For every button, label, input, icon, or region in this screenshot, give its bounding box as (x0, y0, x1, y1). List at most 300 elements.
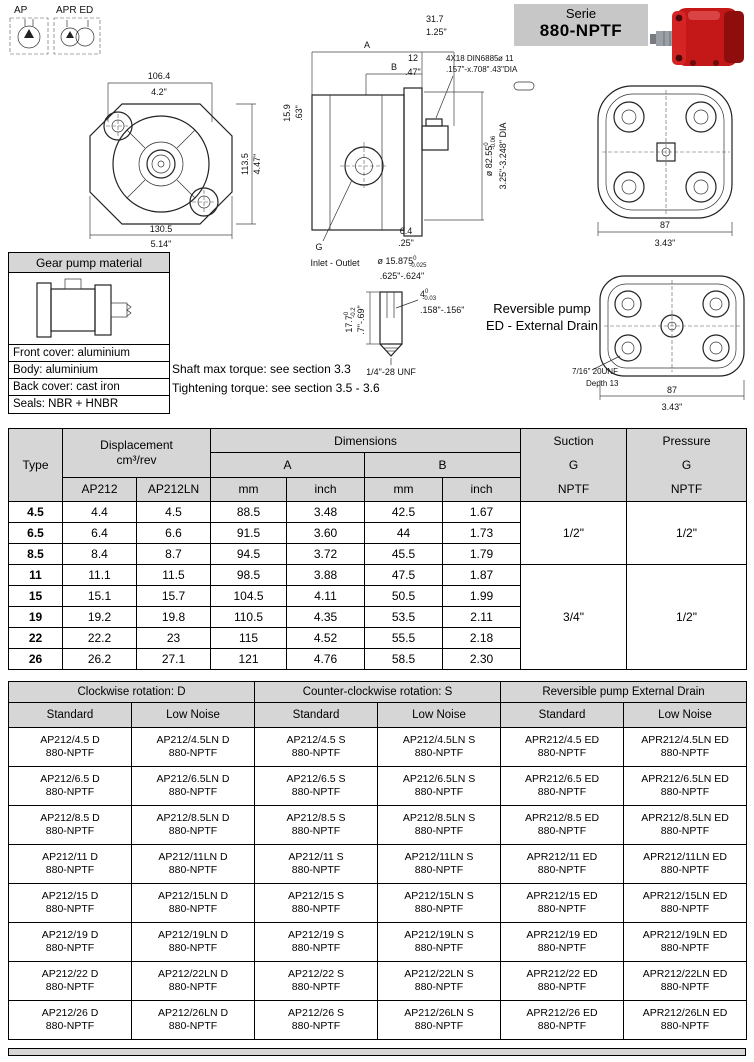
spec-cell: 23 (137, 628, 211, 649)
spec-cell: 47.5 (365, 565, 443, 586)
model-cell (132, 767, 255, 806)
back-view-drawing (582, 70, 752, 265)
model-row (9, 884, 747, 923)
hydraulic-symbols (6, 2, 106, 60)
spec-cell: 3.72 (287, 544, 365, 565)
spec-header-pressure (627, 429, 747, 502)
model-cell (132, 962, 255, 1001)
model-code: AP212/6.5LN D (156, 773, 230, 785)
model-suffix: 880-NPTF (537, 747, 587, 759)
material-row: Seals: NBR + HNBR (13, 398, 119, 410)
model-code: AP212/8.5LN S (402, 812, 476, 824)
serie-label: Serie (565, 6, 597, 21)
spec-cell: 1.79 (443, 544, 521, 565)
material-box (8, 252, 170, 414)
model-suffix: 880-NPTF (45, 864, 95, 876)
material-row: Body: aluminium (9, 362, 169, 379)
material-box-title: Gear pump material (9, 253, 169, 273)
model-suffix: 880-NPTF (291, 786, 341, 798)
model-suffix: 880-NPTF (414, 942, 464, 954)
model-cell (255, 923, 378, 962)
reversible-line1: Reversible pump (493, 301, 591, 316)
front-height-in: 4.47" (252, 153, 262, 175)
model-code: AP212/11 D (42, 851, 98, 863)
spec-cell: 110.5 (211, 607, 287, 628)
dim-b-label: B (390, 62, 398, 72)
shaft-dia-in: .43"DIA (490, 65, 518, 74)
dim-317-in: 1.25" (426, 27, 447, 37)
model-row (9, 806, 747, 845)
model-cell (9, 962, 132, 1001)
model-code: AP212/26LN S (404, 1007, 474, 1019)
front-height-mm: 113.5 (240, 153, 250, 175)
model-cell (378, 806, 501, 845)
model-suffix: 880-NPTF (45, 786, 95, 798)
model-suffix: 880-NPTF (414, 981, 464, 993)
key-spec-in: .157"-x.708" (446, 65, 490, 74)
reversible-width-mm: 87 (666, 385, 678, 395)
model-code-table (8, 681, 747, 1040)
model-code: AP212/4.5LN D (156, 734, 230, 746)
drain-depth: Depth 13 (586, 379, 619, 388)
model-code: AP212/4.5 S (286, 734, 346, 746)
model-row (9, 923, 747, 962)
material-row: Back cover: cast iron (9, 379, 169, 396)
model-code: AP212/15LN S (404, 890, 474, 902)
spec-cell: 15.7 (137, 586, 211, 607)
model-cell (501, 728, 624, 767)
shaft-dia-mm: ø 15.875$^0$ -0.025 (377, 256, 427, 269)
model-suffix: 880-NPTF (45, 942, 95, 954)
model-suffix: 880-NPTF (291, 1020, 341, 1032)
model-group-header-row (9, 682, 747, 703)
model-code: AP212/19LN D (157, 929, 229, 941)
model-suffix: 880-NPTF (414, 786, 464, 798)
model-row (9, 767, 747, 806)
model-suffix: 880-NPTF (45, 747, 95, 759)
model-suffix: 880-NPTF (45, 1020, 95, 1032)
model-cell (501, 884, 624, 923)
model-cell (624, 1001, 747, 1040)
model-suffix: 880-NPTF (168, 747, 218, 759)
model-code: APR212/15 ED (526, 890, 598, 902)
spec-row (9, 565, 747, 586)
spec-pressure-small: 1/2" (627, 502, 747, 565)
spec-header-b-mm: mm (365, 477, 443, 501)
group-reversible: Reversible pump External Drain (501, 682, 747, 703)
model-cell (9, 845, 132, 884)
model-cell (9, 884, 132, 923)
model-cell (624, 923, 747, 962)
spec-cell: 94.5 (211, 544, 287, 565)
spec-type: 19 (9, 607, 63, 628)
model-cell (132, 845, 255, 884)
model-suffix: 880-NPTF (168, 903, 218, 915)
material-box-figure (9, 273, 169, 345)
model-cell (255, 1001, 378, 1040)
model-row (9, 962, 747, 1001)
group-counter-clockwise: Counter-clockwise rotation: S (255, 682, 501, 703)
model-suffix: 880-NPTF (537, 864, 587, 876)
spec-cell: 4.76 (287, 649, 365, 670)
spec-pressure-large: 1/2" (627, 565, 747, 670)
spec-type: 8.5 (9, 544, 63, 565)
spec-cell: 26.2 (63, 649, 137, 670)
model-cell (378, 728, 501, 767)
spec-header-a-inch: inch (287, 477, 365, 501)
spec-cell: 11.1 (63, 565, 137, 586)
spec-cell: 19.2 (63, 607, 137, 628)
dim-159-mm: 15.9 (282, 104, 292, 122)
model-code: APR212/22 ED (526, 968, 598, 980)
model-cell (501, 923, 624, 962)
model-suffix: 880-NPTF (291, 903, 341, 915)
spec-cell: 42.5 (365, 502, 443, 523)
model-cell (132, 1001, 255, 1040)
serie-value: 880-NPTF (539, 21, 623, 40)
spec-type: 11 (9, 565, 63, 586)
model-suffix: 880-NPTF (291, 825, 341, 837)
side-body (312, 95, 404, 230)
dim-12-mm: 12 (408, 53, 419, 63)
spec-cell: 8.4 (63, 544, 137, 565)
model-cell (378, 884, 501, 923)
note-shaft-torque: Shaft max torque: see section 3.3 (172, 362, 351, 376)
spec-cell: 4.11 (287, 586, 365, 607)
pump-profile-drawing (9, 273, 169, 345)
spec-cell: 55.5 (365, 628, 443, 649)
model-suffix: 880-NPTF (45, 825, 95, 837)
model-code: AP212/8.5 S (286, 812, 346, 824)
apr-ed-symbol-label: APR ED (56, 5, 94, 16)
spec-cell: 53.5 (365, 607, 443, 628)
reversible-width-in: 3.43" (661, 402, 683, 412)
dim-a-label: A (363, 40, 371, 50)
model-suffix: 880-NPTF (168, 981, 218, 993)
model-code: APR212/19 ED (526, 929, 598, 941)
spec-cell: 50.5 (365, 586, 443, 607)
spec-cell: 115 (211, 628, 287, 649)
torque-notes (172, 360, 380, 398)
model-suffix: 880-NPTF (660, 1020, 710, 1032)
shaft-len-mm: 17.7$^0$-0.2 (344, 307, 357, 333)
ap-symbol-label: AP (14, 5, 28, 16)
spec-cell: 15.1 (63, 586, 137, 607)
side-shaft (422, 126, 448, 150)
model-suffix: 880-NPTF (168, 1020, 218, 1032)
model-suffix: 880-NPTF (537, 942, 587, 954)
spec-cell: 3.60 (287, 523, 365, 544)
model-code: AP212/22 S (287, 968, 345, 980)
displacement-line2: cm³/rev (116, 452, 157, 467)
model-code: APR212/19LN ED (642, 929, 728, 941)
model-code: AP212/15 S (287, 890, 345, 902)
note-tightening-torque: Tightening torque: see section 3.5 - 3.6 (172, 381, 380, 395)
model-cell (624, 767, 747, 806)
dim-64-in: .25" (398, 238, 414, 248)
model-code: AP212/19 D (41, 929, 99, 941)
model-suffix: 880-NPTF (45, 903, 95, 915)
model-code: AP212/11LN S (404, 851, 474, 863)
spec-cell: 98.5 (211, 565, 287, 586)
model-suffix: 880-NPTF (660, 825, 710, 837)
spec-suction-large: 3/4" (521, 565, 627, 670)
reversible-back-view-drawing (558, 262, 750, 420)
model-cell (501, 962, 624, 1001)
spec-cell: 6.6 (137, 523, 211, 544)
model-cell (255, 728, 378, 767)
model-row (9, 728, 747, 767)
spec-header-dimensions: Dimensions (211, 429, 521, 453)
model-cell (255, 845, 378, 884)
suction-nptf: NPTF (557, 482, 590, 496)
spec-type: 26 (9, 649, 63, 670)
model-suffix: 880-NPTF (45, 981, 95, 993)
spec-cell: 6.4 (63, 523, 137, 544)
model-code: AP212/22LN D (157, 968, 229, 980)
model-sub-header-row (9, 703, 747, 728)
model-code: APR212/26 ED (526, 1007, 598, 1019)
model-suffix: 880-NPTF (414, 864, 464, 876)
dim-12-in: .47" (405, 67, 421, 77)
model-cell (9, 728, 132, 767)
model-suffix: 880-NPTF (291, 864, 341, 876)
dim-159-in: .63" (294, 105, 304, 121)
back-width-mm: 87 (659, 220, 671, 230)
model-code: APR212/6.5 ED (524, 773, 600, 785)
model-suffix: 880-NPTF (414, 747, 464, 759)
model-code: APR212/6.5LN ED (641, 773, 729, 785)
model-code: AP212/6.5LN S (402, 773, 476, 785)
group-clockwise: Clockwise rotation: D (9, 682, 255, 703)
pressure-nptf: NPTF (670, 482, 703, 496)
model-cell (378, 767, 501, 806)
model-code: AP212/4.5LN S (402, 734, 476, 746)
key-spec: 4X18 DIN6885 (446, 54, 499, 63)
model-code: AP212/22LN S (404, 968, 474, 980)
front-base-mm: 130.5 (149, 224, 173, 234)
spec-cell: 3.88 (287, 565, 365, 586)
spec-table (8, 428, 747, 670)
spec-cell: 1.73 (443, 523, 521, 544)
model-cell (624, 728, 747, 767)
model-code: APR212/22LN ED (642, 968, 728, 980)
model-suffix: 880-NPTF (660, 942, 710, 954)
dim-317-mm: 31.7 (426, 14, 444, 24)
model-code: AP212/11LN D (158, 851, 228, 863)
spec-cell: 3.48 (287, 502, 365, 523)
side-flange (404, 88, 422, 236)
model-suffix: 880-NPTF (168, 864, 218, 876)
subheader-standard: Standard (501, 703, 624, 728)
suction-g: G (568, 458, 579, 472)
model-suffix: 880-NPTF (537, 981, 587, 993)
model-code: AP212/6.5 S (286, 773, 346, 785)
dim-64-mm: 6.4 (399, 226, 413, 236)
displacement-line1: Displacement (100, 437, 173, 452)
model-cell (9, 923, 132, 962)
spec-cell: 2.11 (443, 607, 521, 628)
model-suffix: 880-NPTF (414, 903, 464, 915)
shaft-len-in: .7"-.69" (356, 305, 366, 335)
spec-cell: 91.5 (211, 523, 287, 544)
model-cell (378, 845, 501, 884)
spec-header-suction (521, 429, 627, 502)
model-cell (378, 1001, 501, 1040)
subheader-low-noise: Low Noise (624, 703, 747, 728)
model-suffix: 880-NPTF (291, 942, 341, 954)
model-cell (624, 806, 747, 845)
model-cell (624, 845, 747, 884)
spec-header-type: Type (9, 429, 63, 502)
model-code: APR212/11 ED (526, 851, 598, 863)
model-cell (378, 962, 501, 1001)
front-base-in: 5.14" (150, 239, 172, 249)
spec-type: 6.5 (9, 523, 63, 544)
model-suffix: 880-NPTF (291, 981, 341, 993)
model-suffix: 880-NPTF (660, 903, 710, 915)
spec-cell: 104.5 (211, 586, 287, 607)
drain-thread: 7/16" 20UNF (572, 367, 618, 376)
model-suffix: 880-NPTF (660, 864, 710, 876)
model-code: AP212/26LN D (157, 1007, 229, 1019)
model-code: APR212/4.5LN ED (641, 734, 729, 746)
suction-label: Suction (553, 434, 594, 448)
spec-cell: 2.30 (443, 649, 521, 670)
front-width-mm: 106.4 (147, 71, 171, 81)
model-suffix: 880-NPTF (537, 903, 587, 915)
side-view-drawing (278, 8, 568, 280)
spec-cell: 4.4 (63, 502, 137, 523)
model-code: AP212/26 D (41, 1007, 99, 1019)
model-suffix: 880-NPTF (660, 981, 710, 993)
model-code: APR212/8.5 ED (524, 812, 600, 824)
spec-header-displacement (63, 429, 211, 478)
spec-cell: 19.8 (137, 607, 211, 628)
model-code: AP212/19 S (287, 929, 345, 941)
model-code: AP212/4.5 D (40, 734, 100, 746)
key-width-mm: $4^0$ -0.03 (420, 289, 437, 302)
shaft-dia: ø 11 (498, 54, 514, 63)
front-body-outline (90, 104, 232, 224)
key-icon (514, 82, 534, 90)
spec-cell: 8.7 (137, 544, 211, 565)
spec-header-ap212ln: AP212LN (137, 477, 211, 501)
model-cell (255, 767, 378, 806)
back-width-in: 3.43" (654, 238, 676, 248)
spec-cell: 1.67 (443, 502, 521, 523)
subheader-low-noise: Low Noise (378, 703, 501, 728)
model-cell (132, 923, 255, 962)
model-code: AP212/19LN S (404, 929, 474, 941)
spec-type: 4.5 (9, 502, 63, 523)
model-code: AP212/15 D (41, 890, 99, 902)
spec-header-row1 (9, 429, 747, 453)
front-view-drawing (60, 70, 265, 252)
model-code: APR212/15LN ED (642, 890, 728, 902)
model-cell (624, 884, 747, 923)
shaft-cylinder (380, 292, 402, 344)
model-suffix: 880-NPTF (660, 747, 710, 759)
model-cell (255, 806, 378, 845)
model-suffix: 880-NPTF (414, 825, 464, 837)
pump-photo (648, 2, 752, 74)
model-suffix: 880-NPTF (168, 825, 218, 837)
model-code: APR212/26LN ED (642, 1007, 728, 1019)
subheader-low-noise: Low Noise (132, 703, 255, 728)
model-code: AP212/6.5 D (40, 773, 100, 785)
port-g-label: G (315, 242, 323, 252)
spec-row (9, 502, 747, 523)
model-cell (132, 728, 255, 767)
model-cell (501, 1001, 624, 1040)
front-width-in: 4.2" (151, 87, 167, 97)
model-cell (501, 806, 624, 845)
spec-cell: 4.35 (287, 607, 365, 628)
spec-header-b: B (365, 453, 521, 477)
model-cell (501, 767, 624, 806)
model-suffix: 880-NPTF (414, 1020, 464, 1032)
subheader-standard: Standard (9, 703, 132, 728)
model-cell (501, 845, 624, 884)
model-suffix: 880-NPTF (660, 786, 710, 798)
model-code: AP212/26 S (287, 1007, 345, 1019)
model-suffix: 880-NPTF (537, 1020, 587, 1032)
shaft-thread: 1/4"-28 UNF (366, 367, 416, 377)
model-code: AP212/11 S (288, 851, 344, 863)
reversible-line2: ED - External Drain (486, 318, 598, 333)
pilot-dia-in: 3.25"-3.248" DIA (498, 122, 508, 190)
spec-cell: 22.2 (63, 628, 137, 649)
spec-cell: 1.99 (443, 586, 521, 607)
model-cell (255, 884, 378, 923)
spec-type: 22 (9, 628, 63, 649)
material-row: Front cover: aluminium (9, 345, 169, 362)
spec-cell: 88.5 (211, 502, 287, 523)
model-row (9, 845, 747, 884)
spec-cell: 44 (365, 523, 443, 544)
shaft-dia-in: .625"-.624" (379, 271, 425, 281)
side-shaft-key (426, 119, 442, 126)
model-cell (9, 1001, 132, 1040)
spec-cell: 11.5 (137, 565, 211, 586)
model-cell (624, 962, 747, 1001)
pressure-g: G (681, 458, 692, 472)
model-suffix: 880-NPTF (168, 786, 218, 798)
spec-cell: 1.87 (443, 565, 521, 586)
model-cell (132, 884, 255, 923)
port-caption: Inlet - Outlet (310, 258, 360, 268)
model-suffix: 880-NPTF (168, 942, 218, 954)
spec-cell: 27.1 (137, 649, 211, 670)
model-code: AP212/15LN D (157, 890, 229, 902)
spec-header-a-mm: mm (211, 477, 287, 501)
spec-cell: 121 (211, 649, 287, 670)
model-cell (9, 806, 132, 845)
spec-cell: 4.52 (287, 628, 365, 649)
model-code: APR212/8.5LN ED (641, 812, 729, 824)
pilot-dia-mm: ø 82.55$^0$-0.06 (484, 135, 497, 177)
pressure-label: Pressure (662, 434, 711, 448)
model-code: AP212/22 D (41, 968, 99, 980)
cropped-next-section (8, 1048, 746, 1056)
model-cell (255, 962, 378, 1001)
model-code: APR212/4.5 ED (524, 734, 600, 746)
spec-cell: 2.18 (443, 628, 521, 649)
spec-suction-small: 1/2" (521, 502, 627, 565)
model-row (9, 1001, 747, 1040)
subheader-standard: Standard (255, 703, 378, 728)
